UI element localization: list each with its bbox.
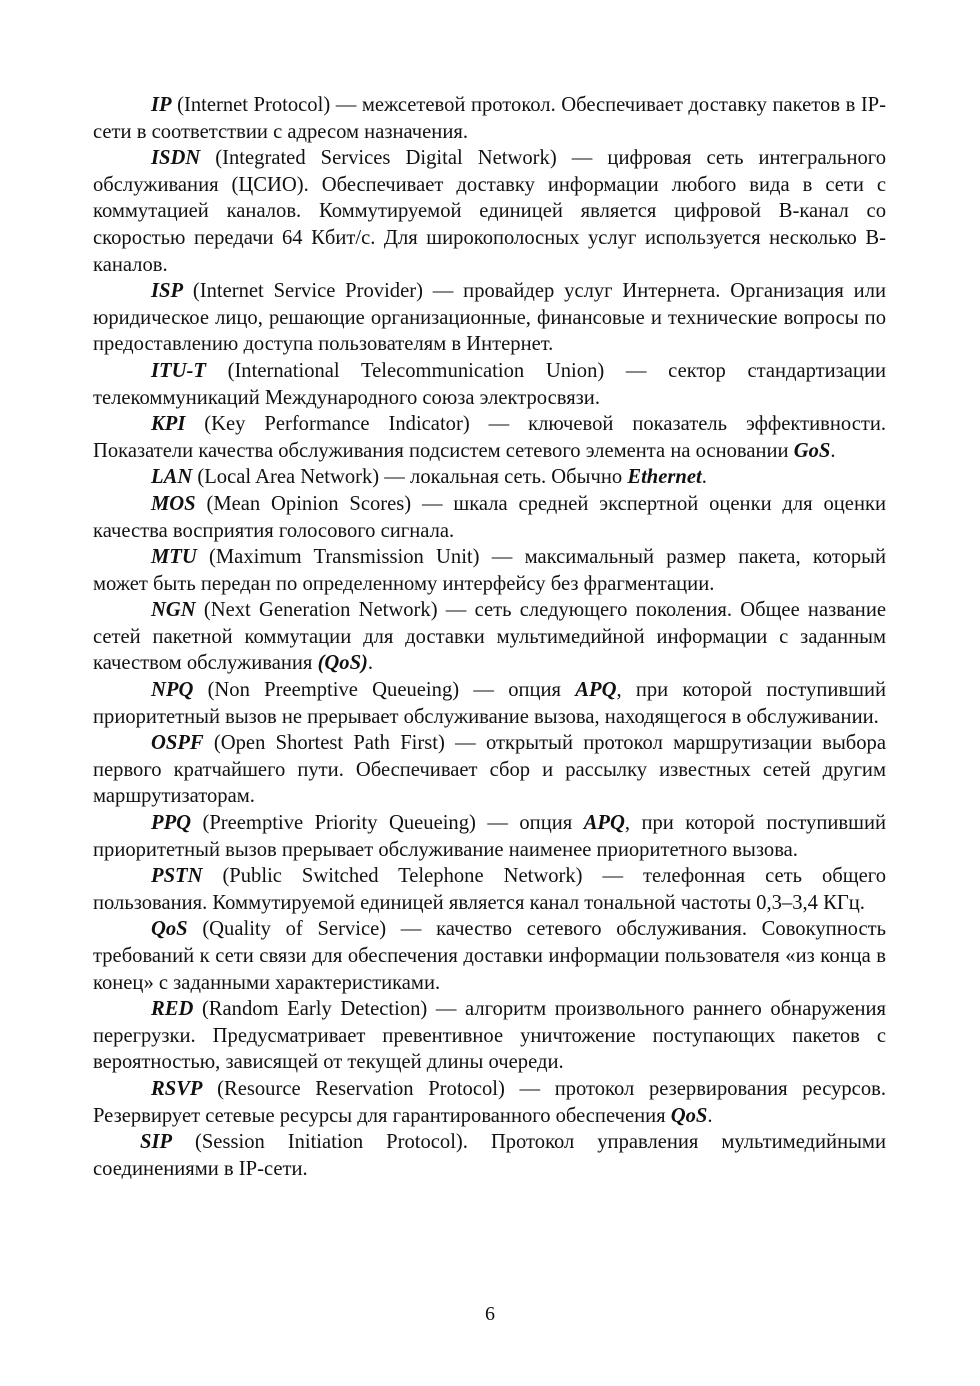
glossary-entry-mtu xyxy=(93,544,886,597)
definition-tail: . xyxy=(707,1104,713,1127)
definition: (Key Performance Indicator) — ключевой показатель эффективности. Показатели качества обслуживания подсистем сетевого элемента на основании xyxy=(93,413,886,462)
term: MTU xyxy=(151,546,197,569)
glossary-entry-rsvp xyxy=(93,1076,886,1129)
term: ISP xyxy=(151,280,184,303)
definition: (Local Area Network) — локальная сеть. Обычно xyxy=(192,466,628,489)
emphasis: Ethernet xyxy=(627,466,702,489)
definition: (Quality of Service) — качество сетевого обслуживания. Совокупность требований к сети связи для обеспечения доставки информации пользователя «из конца в конец» с заданными характеристиками. xyxy=(93,918,886,994)
definition-tail: , при которой поступивший приоритетный вызов не прерывает обслуживание вызова, находящегося в обслуживании. xyxy=(93,679,886,728)
definition: (Open Shortest Path First) — открытый протокол маршрутизации выбора первого кратчайшего пути. Обеспечивает сбор и рассылку известных сетей другим маршрутизаторам. xyxy=(93,732,886,808)
definition: (Internet Service Provider) — провайдер услуг Интернета. Организация или юридическое лицо, решающие организационные, финансовые и технические вопросы по предоставлению доступа пользователям в Интернет. xyxy=(93,280,886,356)
definition-tail: . xyxy=(367,652,374,675)
definition: (Preemptive Priority Queueing) — опция xyxy=(191,812,584,835)
term: RSVP xyxy=(151,1077,203,1100)
term: PSTN xyxy=(151,865,203,888)
glossary-entry-kpi xyxy=(93,411,886,464)
definition: (Random Early Detection) — алгоритм произвольного раннего обнаружения перегрузки. Предусматривает превентивное уничтожение поступающих пакетов с вероятностью, зависящей от текущей длины очереди. xyxy=(93,998,886,1074)
definition: (Next Generation Network) — сеть следующего поколения. Общее название сетей пакетной коммутации для доставки мультимедийной информации с заданным качеством обслуживания xyxy=(93,599,886,675)
definition: (Mean Opinion Scores) — шкала средней экспертной оценки для оценки качества восприятия голосового сигнала. xyxy=(93,492,886,542)
glossary-entry-isp xyxy=(93,278,886,358)
term: QoS xyxy=(151,918,188,941)
page-number: 6 xyxy=(485,1303,495,1325)
definition-tail: , при которой поступивший приоритетный вызов прерывает обслуживание наименее приоритетного вызова. xyxy=(93,812,887,861)
term: KPI xyxy=(151,413,186,436)
glossary-entry-npq xyxy=(93,677,886,730)
glossary-entry-pstn xyxy=(93,863,886,916)
glossary-entry-red xyxy=(93,996,886,1076)
definition: (Non Preemptive Queueing) — опция xyxy=(193,679,576,702)
emphasis: QoS xyxy=(670,1104,708,1127)
definition-tail: . xyxy=(830,439,836,462)
emphasis: GoS xyxy=(793,439,831,462)
glossary-entry-ppq xyxy=(93,810,886,863)
term: RED xyxy=(151,998,194,1021)
term: NPQ xyxy=(151,679,194,702)
glossary-entry-ospf xyxy=(93,730,886,810)
definition: (Public Switched Telephone Network) — телефонная сеть общего пользования. Коммутируемой единицей является канал тональной частоты 0,3–3,4 КГц. xyxy=(93,865,886,914)
glossary-entry-isdn xyxy=(93,145,886,278)
term: NGN xyxy=(151,599,196,622)
glossary-entry-qos xyxy=(93,916,886,996)
term: SIP xyxy=(140,1131,173,1154)
glossary-entry-itu-t xyxy=(93,358,886,411)
term: LAN xyxy=(151,466,193,489)
emphasis: APQ xyxy=(575,679,617,702)
definition: (International Telecommunication Union) — сектор стандартизации телекоммуникаций Международного союза электросвязи. xyxy=(93,359,886,409)
emphasis: (QoS) xyxy=(317,652,368,675)
term: ITU-T xyxy=(151,359,206,382)
term: PPQ xyxy=(151,812,192,835)
glossary-entry-sip xyxy=(93,1129,886,1182)
definition: (Integrated Services Digital Network) — цифровая сеть интегрального обслуживания (ЦСИО). Обеспечивает доставку информации любого вида в сети с коммутацией каналов. Коммутируемой единицей является цифровой B-канал со скоростью передачи 64 Кбит/с. Для широкополосных услуг используется несколько B-каналов. xyxy=(93,147,886,276)
definition: (Internet Protocol) — межсетевой протокол. Обеспечивает доставку пакетов в IP-сети в соответствии с адресом назначения. xyxy=(93,94,886,143)
glossary-entry-ip xyxy=(93,92,886,145)
definition: (Session Initiation Protocol). Протокол управления мультимедийными соединениями в IP-сети. xyxy=(93,1131,886,1180)
glossary-entry-ngn xyxy=(93,597,886,677)
glossary-entry-mos xyxy=(93,491,886,544)
term: MOS xyxy=(151,492,196,515)
definition: (Maximum Transmission Unit) — максимальный размер пакета, который может быть передан по определенному интерфейсу без фрагментации. xyxy=(93,546,886,595)
glossary-entry-lan xyxy=(93,464,886,491)
term: ISDN xyxy=(151,147,201,170)
emphasis: APQ xyxy=(583,812,625,835)
term: OSPF xyxy=(151,732,204,755)
term: IP xyxy=(151,94,172,116)
definition: (Resource Reservation Protocol) — протокол резервирования ресурсов. Резервирует сетевые ресурсы для гарантированного обеспечения xyxy=(93,1077,886,1127)
definition-tail: . xyxy=(701,466,707,489)
